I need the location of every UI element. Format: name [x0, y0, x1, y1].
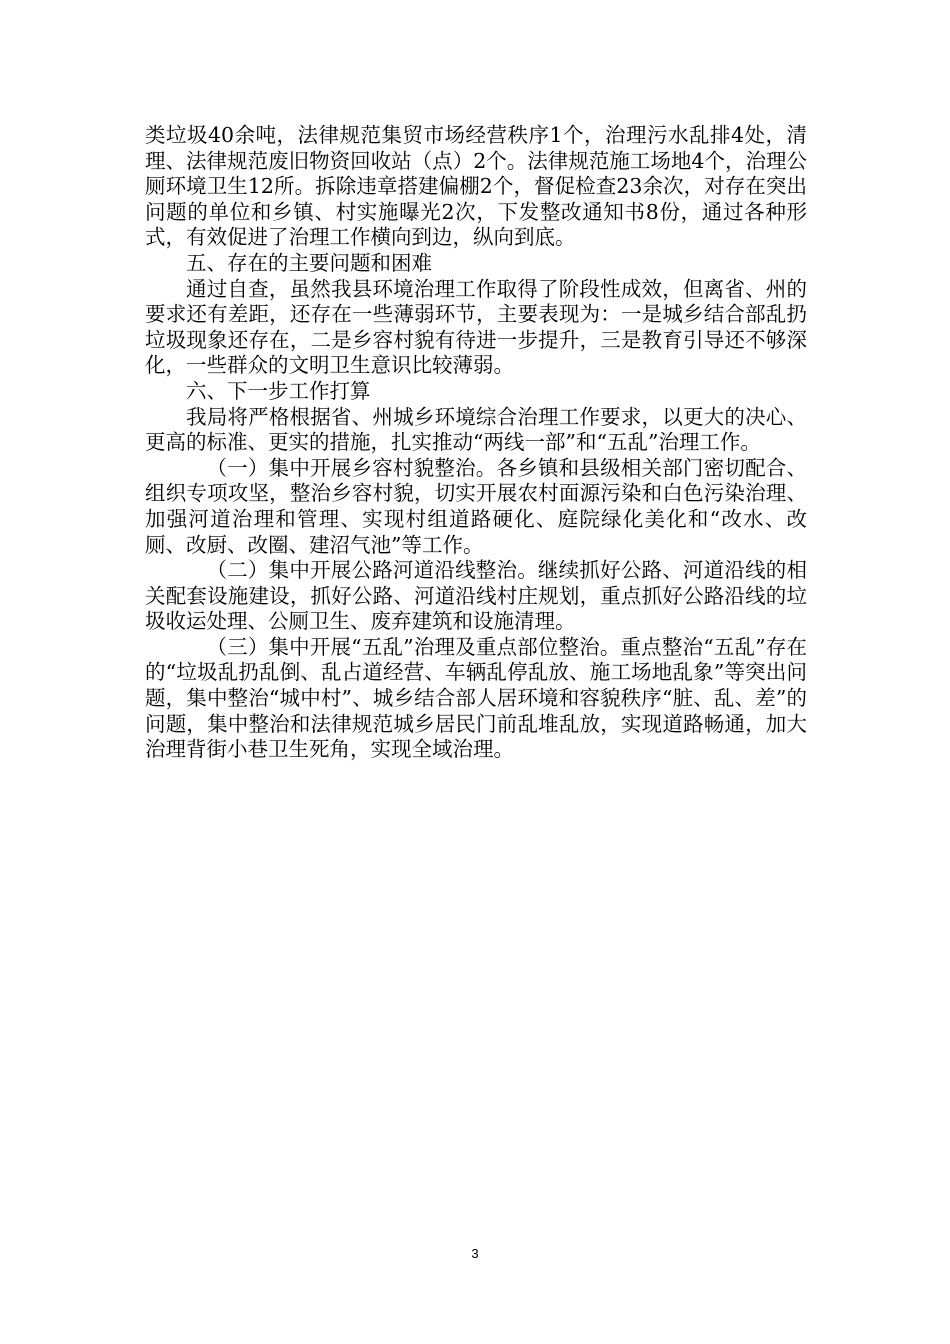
document-body	[145, 123, 807, 763]
body-paragraph-next-steps: 我局将严格根据省、州城乡环境综合治理工作要求，以更大的决心、更高的标准、更实的措施，扎实推动“两线一部”和“五乱”治理工作。	[145, 404, 807, 455]
section-heading-problems: 五、存在的主要问题和困难	[186, 250, 432, 275]
page-number: 3	[471, 1246, 479, 1261]
body-paragraph-problems: 通过自查，虽然我县环境治理工作取得了阶段性成效，但离省、州的要求还有差距，还存在一些薄弱环节，主要表现为：一是城乡结合部乱扔垃圾现象还存在，二是乡容村貌有待进一步提升，三是教育引导还不够深化，一些群众的文明卫生意识比较薄弱。	[145, 276, 807, 378]
section-heading-next-steps: 六、下一步工作打算	[186, 378, 371, 403]
list-item-village-appearance: （一）集中开展乡容村貌整治。各乡镇和县级相关部门密切配合、组织专项攻坚，整治乡容村貌，切实开展农村面源污染和白色污染治理、加强河道治理和管理、实现村组道路硬化、庭院绿化美化和“改水、改厕、改厨、改圈、建沼气池”等工作。	[145, 455, 807, 557]
list-item-five-chaos: （三）集中开展“五乱”治理及重点部位整治。重点整治“五乱”存在的“垃圾乱扔乱倒、乱占道经营、车辆乱停乱放、施工场地乱象”等突出问题，集中整治“城中村”、城乡结合部人居环境和容貌秩序“脏、乱、差”的问题，集中整治和法律规范城乡居民门前乱堆乱放，实现道路畅通，加大治理背街小巷卫生死角，实现全域治理。	[145, 634, 807, 762]
list-item-roads-rivers: （二）集中开展公路河道沿线整治。继续抓好公路、河道沿线的相关配套设施建设，抓好公路、河道沿线村庄规划，重点抓好公路沿线的垃圾收运处理、公厕卫生、废弃建筑和设施清理。	[145, 558, 807, 634]
body-paragraph-continued: 类垃圾40余吨，法律规范集贸市场经营秩序1个，治理污水乱排4处，清理、法律规范废旧物资回收站（点）2个。法律规范施工场地4个，治理公厕环境卫生12所。拆除违章搭建偏棚2个，督促检查23余次，对存在突出问题的单位和乡镇、村实施曝光2次，下发整改通知书8份，通过各种形式，有效促进了治理工作横向到边，纵向到底。	[145, 123, 807, 250]
